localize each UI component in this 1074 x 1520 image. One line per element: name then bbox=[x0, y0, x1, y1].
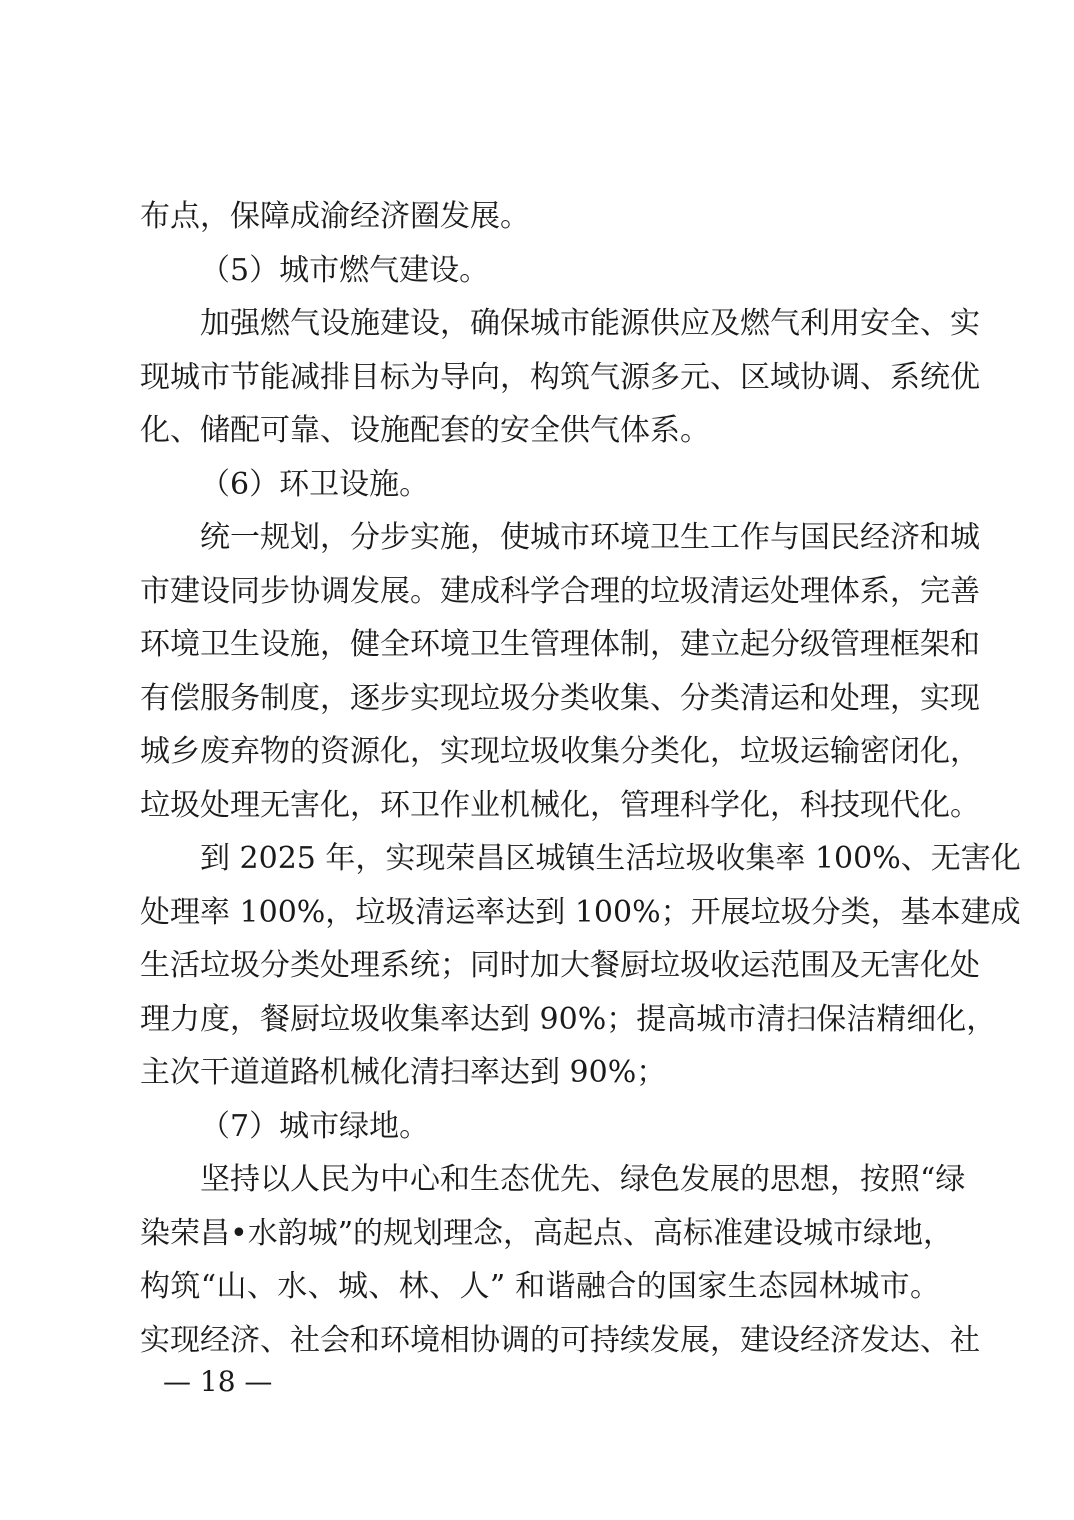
section-heading-gas: （5）城市燃气建设。 bbox=[200, 252, 490, 288]
section-heading-sanitation: （6）环卫设施。 bbox=[200, 466, 430, 502]
body-line: 城乡废弃物的资源化，实现垃圾收集分类化，垃圾运输密闭化， bbox=[140, 734, 980, 769]
body-line: 环境卫生设施，健全环境卫生管理体制，建立起分级管理框架和 bbox=[140, 627, 980, 662]
body-line: 主次干道道路机械化清扫率达到 90%； bbox=[140, 1055, 667, 1090]
page-number: — 18 — bbox=[163, 1365, 273, 1398]
document-body bbox=[140, 190, 1021, 1367]
body-line: 坚持以人民为中心和生态优先、绿色发展的思想，按照“绿 bbox=[200, 1162, 966, 1197]
body-line: 染荣昌•水韵城”的规划理念，高起点、高标准建设城市绿地， bbox=[140, 1215, 954, 1251]
body-line: 有偿服务制度，逐步实现垃圾分类收集、分类清运和处理，实现 bbox=[140, 680, 980, 716]
body-line: 市建设同步协调发展。建成科学合理的垃圾清运处理体系，完善 bbox=[140, 573, 980, 609]
body-line: 垃圾处理无害化，环卫作业机械化，管理科学化，科技现代化。 bbox=[140, 787, 980, 823]
body-line: 化、储配可靠、设施配套的安全供气体系。 bbox=[140, 413, 710, 448]
body-line: 加强燃气设施建设，确保城市能源供应及燃气利用安全、实 bbox=[200, 306, 980, 341]
section-heading-greenland: （7）城市绿地。 bbox=[200, 1108, 430, 1144]
body-line: 统一规划，分步实施，使城市环境卫生工作与国民经济和城 bbox=[200, 520, 980, 555]
body-line: 理力度，餐厨垃圾收集率达到 90%；提高城市清扫保洁精细化， bbox=[140, 1001, 997, 1037]
body-line: 构筑“山、水、城、林、人” 和谐融合的国家生态园林城市。 bbox=[140, 1269, 940, 1304]
body-line: 到 2025 年，实现荣昌区城镇生活垃圾收集率 100%、无害化 bbox=[200, 841, 1021, 876]
body-line: 处理率 100%，垃圾清运率达到 100%；开展垃圾分类，基本建成 bbox=[140, 894, 1021, 930]
body-line: 现城市节能减排目标为导向，构筑气源多元、区域协调、系统优 bbox=[140, 359, 980, 395]
body-line: 布点，保障成渝经济圈发展。 bbox=[140, 199, 530, 234]
body-line: 实现经济、社会和环境相协调的可持续发展，建设经济发达、社 bbox=[140, 1322, 980, 1358]
body-line: 生活垃圾分类处理系统；同时加大餐厨垃圾收运范围及无害化处 bbox=[140, 948, 980, 983]
